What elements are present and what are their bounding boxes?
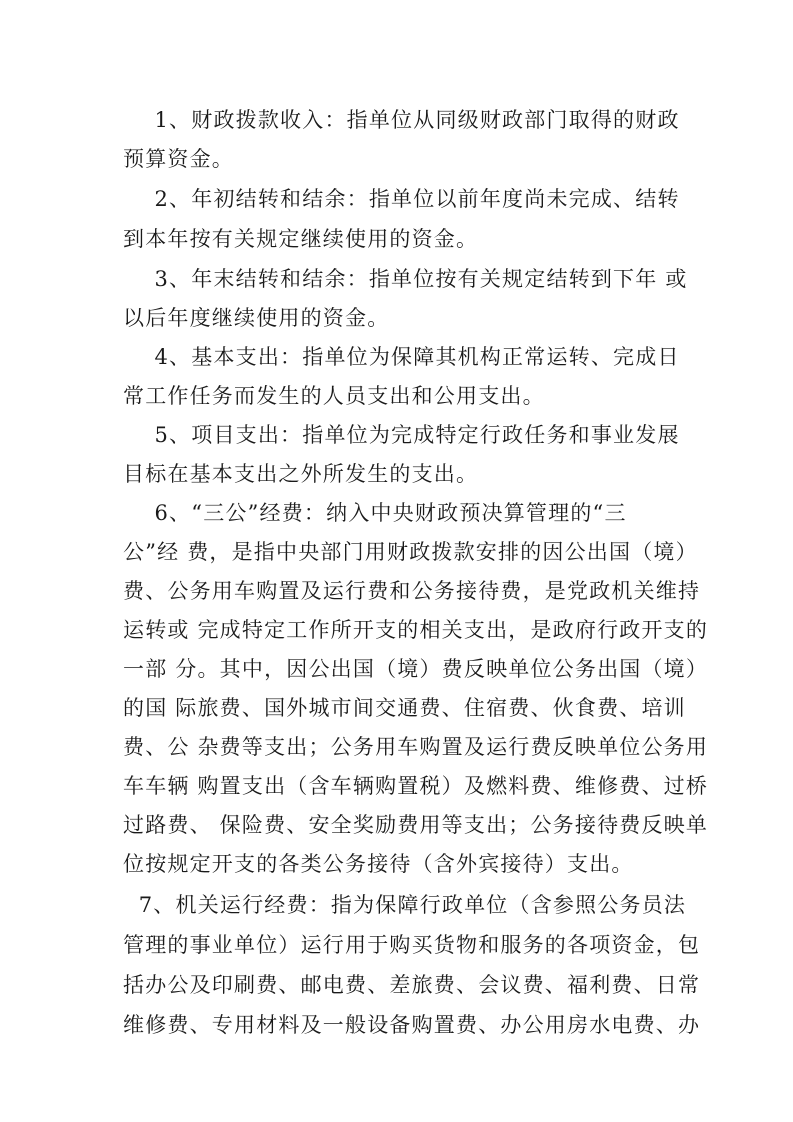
text-line: 车车辆 购置支出（含车辆购置税）及燃料费、维修费、过桥 bbox=[123, 774, 709, 798]
text-line: 5、项目支出：指单位为完成特定行政任务和事业发展 bbox=[123, 423, 680, 447]
text-line: 预算资金。 bbox=[123, 147, 234, 171]
text-line: 管理的事业单位）运行用于购买货物和服务的各项资金，包 bbox=[123, 933, 701, 957]
text-line: 目标在基本支出之外所发生的支出。 bbox=[123, 462, 479, 486]
text-line: 的国 际旅费、国外城市间交通费、住宿费、伙食费、培训 bbox=[123, 696, 686, 720]
text-line: 括办公及印刷费、邮电费、差旅费、会议费、福利费、日常 bbox=[123, 973, 701, 997]
text-line: 运转或 完成特定工作所开支的相关支出，是政府行政开支的 bbox=[123, 618, 709, 642]
text-line: 费、公务用车购置及运行费和公务接待费，是党政机关维持 bbox=[123, 579, 701, 603]
text-line: 过路费、 保险费、安全奖励费用等支出；公务接待费反映单 bbox=[123, 813, 709, 837]
text-line: 到本年按有关规定继续使用的资金。 bbox=[123, 227, 479, 251]
text-line: 4、基本支出：指单位为保障其机构正常运转、完成日 bbox=[123, 345, 680, 369]
text-line: 7、机关运行经费：指为保障行政单位（含参照公务员法 bbox=[123, 893, 687, 917]
text-line: 常工作任务而发生的人员支出和公用支出。 bbox=[123, 384, 545, 408]
text-line: 一部 分。其中，因公出国（境）费反映单位公务出国（境） bbox=[123, 657, 709, 681]
text-line: 维修费、专用材料及一般设备购置费、办公用房水电费、办 bbox=[123, 1013, 701, 1037]
text-line: 公”经 费，是指中央部门用财政拨款安排的因公出国（境） bbox=[123, 540, 698, 564]
text-line: 2、年初结转和结余：指单位以前年度尚未完成、结转 bbox=[123, 187, 680, 211]
text-line: 位按规定开支的各类公务接待（含外宾接待）支出。 bbox=[123, 852, 634, 876]
text-line: 1、财政拨款收入：指单位从同级财政部门取得的财政 bbox=[123, 108, 680, 132]
text-line: 3、年末结转和结余：指单位按有关规定结转到下年 或 bbox=[123, 267, 688, 291]
text-line: 6、“三公”经费：纳入中央财政预决算管理的“三 bbox=[123, 501, 627, 525]
text-line: 以后年度继续使用的资金。 bbox=[123, 306, 390, 330]
text-line: 费、公 杂费等支出；公务用车购置及运行费反映单位公务用 bbox=[123, 735, 709, 759]
